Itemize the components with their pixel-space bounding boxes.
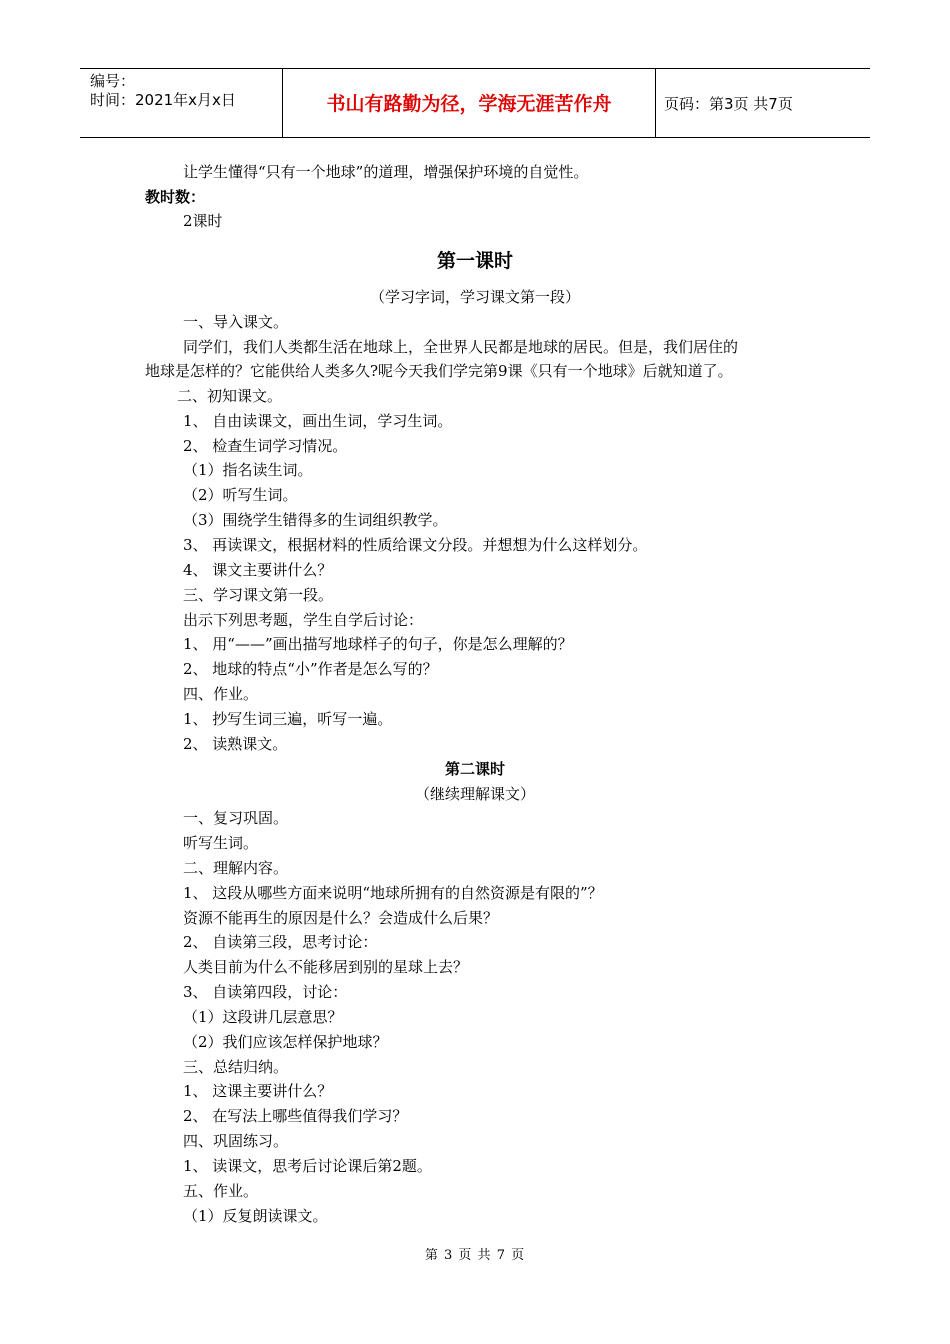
body-line: （2）听写生词。 — [183, 486, 298, 504]
body-line: 1、 用“——”画出描写地球样子的句子，你是怎么理解的？ — [183, 635, 573, 653]
body-line: 2、 读熟课文。 — [183, 735, 288, 753]
body-line: （1）指名读生词。 — [183, 461, 313, 479]
body-line: 2、 地球的特点“小”作者是怎么写的？ — [183, 660, 438, 678]
header-motto: 书山有路勤为径，学海无涯苦作舟 — [326, 93, 612, 115]
body-line: 4、 课文主要讲什么？ — [183, 561, 333, 579]
body-line: （3）围绕学生错得多的生词组织教学。 — [183, 511, 448, 529]
header-page-cell — [656, 69, 870, 137]
page-footer: 第 3 页 共 7 页 — [424, 1248, 526, 1263]
body-line: 人类目前为什么不能移居到别的星球上去？ — [183, 958, 469, 976]
header-page-info: 页码：第3页 共7页 — [664, 95, 793, 113]
lesson1-subtitle: （学习字词，学习课文第一段） — [369, 288, 580, 306]
body-line: 2、 自读第三段，思考讨论： — [183, 933, 378, 951]
body-line: 资源不能再生的原因是什么？会造成什么后果？ — [183, 909, 499, 927]
body-line: 二、理解内容。 — [183, 859, 289, 877]
body-line: 让学生懂得“只有一个地球”的道理，增强保护环境的自觉性。 — [183, 163, 589, 181]
body-line: 地球是怎样的？它能供给人类多久?呢今天我们学完第9课《只有一个地球》后就知道了。 — [145, 362, 733, 380]
body-line: 一、复习巩固。 — [183, 809, 289, 827]
body-line: 三、学习课文第一段。 — [183, 586, 334, 604]
body-line: 1、 抄写生词三遍，听写一遍。 — [183, 710, 393, 728]
body-line: 一、导入课文。 — [183, 313, 289, 331]
header-motto-cell — [282, 69, 656, 137]
header-time-label: 时间：2021年x月x日 — [90, 91, 236, 109]
body-line: 二、初知课文。 — [177, 387, 283, 405]
body-line: 四、作业。 — [183, 685, 259, 703]
body-line: 1、 读课文，思考后讨论课后第2题。 — [183, 1157, 432, 1175]
section-heading-hours: 教时数： — [145, 188, 206, 206]
body-line: 3、 自读第四段，讨论： — [183, 983, 348, 1001]
body-line: 2、 在写法上哪些值得我们学习？ — [183, 1107, 408, 1125]
body-line: 3、 再读课文，根据材料的性质给课文分段。并想想为什么这样划分。 — [183, 536, 648, 554]
header-number-label: 编号： — [90, 72, 136, 90]
body-line: 听写生词。 — [183, 834, 259, 852]
body-line: 1、 这课主要讲什么？ — [183, 1082, 333, 1100]
page-header — [80, 68, 870, 138]
body-line: 三、总结归纳。 — [183, 1058, 289, 1076]
body-line: 同学们，我们人类都生活在地球上，全世界人民都是地球的居民。但是，我们居住的 — [183, 338, 739, 356]
body-line: 四、巩固练习。 — [183, 1132, 289, 1150]
lesson1-title: 第一课时 — [436, 250, 513, 272]
body-line: 2、 检查生词学习情况。 — [183, 437, 348, 455]
body-line: 2课时 — [183, 212, 223, 230]
header-meta-cell — [80, 69, 282, 137]
body-line: 五、作业。 — [183, 1182, 259, 1200]
body-line: 出示下列思考题，学生自学后讨论： — [183, 611, 424, 629]
lesson2-title: 第二课时 — [444, 760, 505, 778]
lesson2-subtitle: （继续理解课文） — [414, 785, 535, 803]
body-line: 1、 这段从哪些方面来说明“地球所拥有的自然资源是有限的”？ — [183, 884, 603, 902]
body-line: （2）我们应该怎样保护地球？ — [183, 1033, 388, 1051]
body-line: （1）反复朗读课文。 — [183, 1207, 328, 1225]
body-line: 1、 自由读课文，画出生词，学习生词。 — [183, 412, 453, 430]
body-line: （1）这段讲几层意思？ — [183, 1008, 343, 1026]
